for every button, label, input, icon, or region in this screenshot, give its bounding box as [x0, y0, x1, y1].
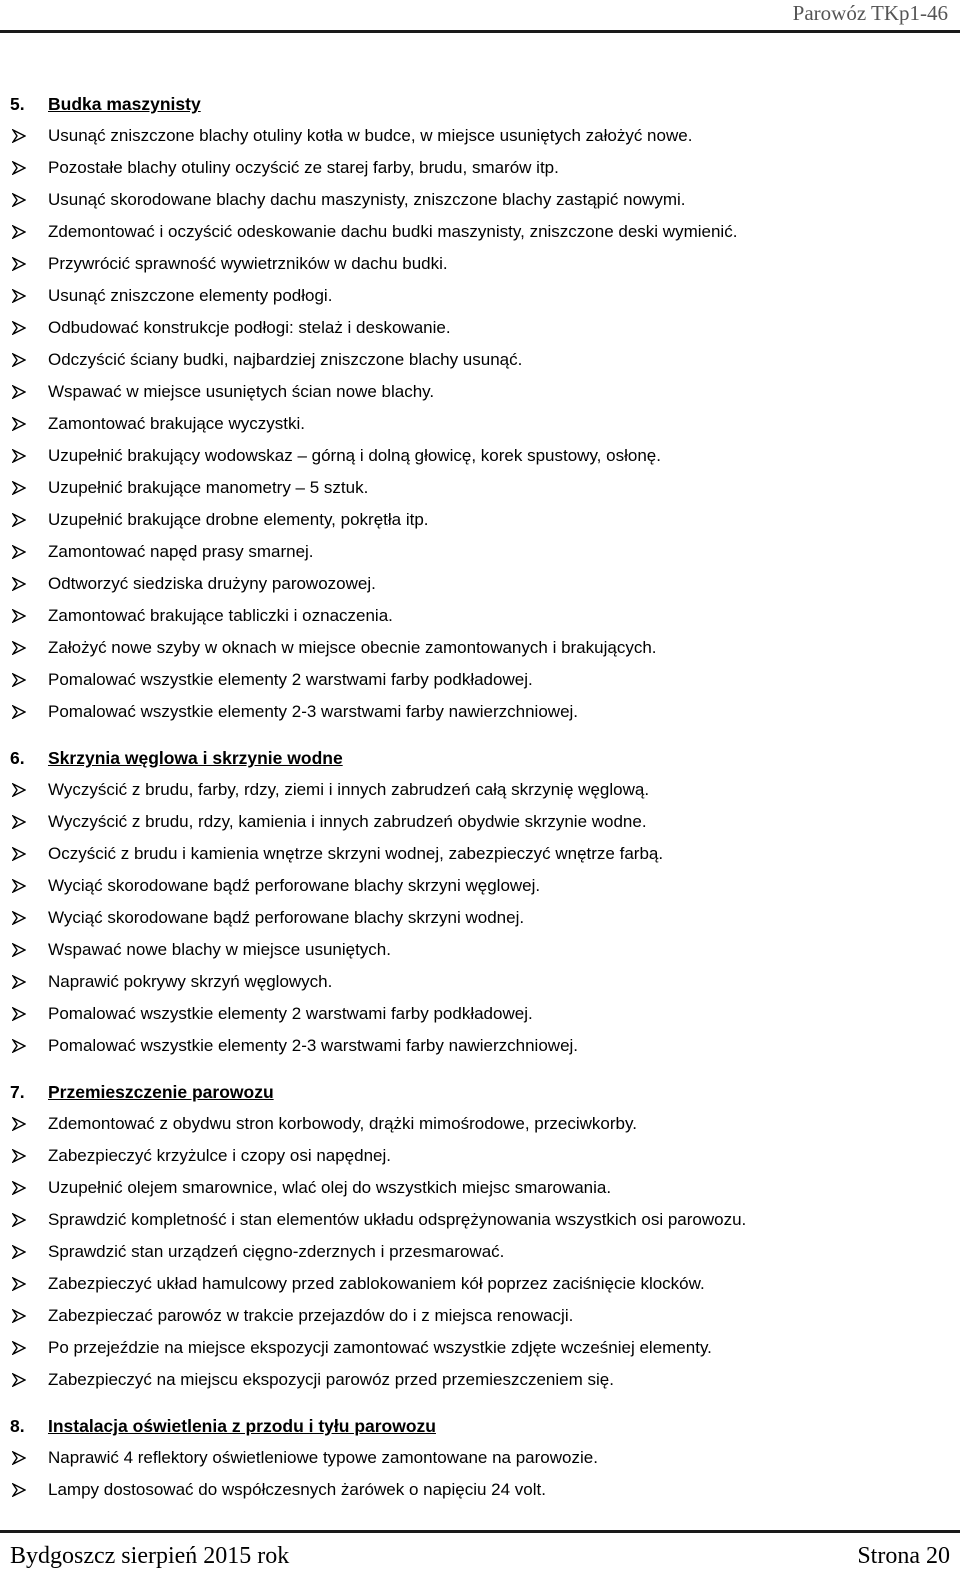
arrowhead-bullet-icon [10, 641, 48, 655]
arrowhead-bullet-icon [10, 783, 48, 797]
list-item-text: Zamontować brakujące tabliczki i oznaczenia. [48, 606, 393, 625]
list-item [10, 696, 950, 728]
list-item [10, 1300, 950, 1332]
section-heading [10, 1410, 950, 1442]
footer-rule [0, 1530, 960, 1533]
list-item [10, 1030, 950, 1062]
document-body [10, 88, 950, 1520]
list-item-text: Wyczyścić z brudu, farby, rdzy, ziemi i innych zabrudzeń całą skrzynię węglową. [48, 780, 650, 799]
arrowhead-bullet-icon [10, 353, 48, 367]
list-item [10, 774, 950, 806]
list-item [10, 312, 950, 344]
arrowhead-bullet-icon [10, 1373, 48, 1387]
list-item [10, 472, 950, 504]
arrowhead-bullet-icon [10, 1245, 48, 1259]
arrowhead-bullet-icon [10, 449, 48, 463]
list-item-text: Uzupełnić brakujące drobne elementy, pokrętła itp. [48, 510, 429, 529]
list-item-text: Usunąć zniszczone blachy otuliny kotła w budce, w miejsce usuniętych założyć nowe. [48, 126, 693, 145]
arrowhead-bullet-icon [10, 1309, 48, 1323]
arrowhead-bullet-icon [10, 911, 48, 925]
list-item [10, 1172, 950, 1204]
section-number: 7. [10, 1082, 25, 1102]
arrowhead-bullet-icon [10, 1483, 48, 1497]
arrowhead-bullet-icon [10, 1451, 48, 1465]
arrowhead-bullet-icon [10, 815, 48, 829]
list-item [10, 870, 950, 902]
bullet-list [10, 1442, 950, 1506]
list-item [10, 966, 950, 998]
list-item-text: Wspawać nowe blachy w miejsce usuniętych. [48, 940, 391, 959]
section [10, 742, 950, 1062]
list-item-text: Oczyścić z brudu i kamienia wnętrze skrzyni wodnej, zabezpieczyć wnętrze farbą. [48, 844, 664, 863]
list-item [10, 216, 950, 248]
list-item-text: Odbudować konstrukcje podłogi: stelaż i deskowanie. [48, 318, 451, 337]
list-item-text: Uzupełnić olejem smarownice, wlać olej do wszystkich miejsc smarowania. [48, 1178, 612, 1197]
arrowhead-bullet-icon [10, 161, 48, 175]
arrowhead-bullet-icon [10, 673, 48, 687]
list-item [10, 1332, 950, 1364]
list-item [10, 1364, 950, 1396]
arrowhead-bullet-icon [10, 513, 48, 527]
arrowhead-bullet-icon [10, 609, 48, 623]
list-item-text: Uzupełnić brakujące manometry – 5 sztuk. [48, 478, 369, 497]
list-item-text: Lampy dostosować do współczesnych żarówek o napięciu 24 volt. [48, 1480, 546, 1499]
bullet-list [10, 120, 950, 728]
arrowhead-bullet-icon [10, 1149, 48, 1163]
list-item-text: Zamontować napęd prasy smarnej. [48, 542, 314, 561]
list-item-text: Wyciąć skorodowane bądź perforowane blachy skrzyni węglowej. [48, 876, 541, 895]
footer-location-date: Bydgoszcz sierpień 2015 rok [10, 1542, 290, 1569]
arrowhead-bullet-icon [10, 1277, 48, 1291]
list-item-text: Naprawić 4 reflektory oświetleniowe typowe zamontowane na parowozie. [48, 1448, 598, 1467]
list-item [10, 152, 950, 184]
section-title: Instalacja oświetlenia z przodu i tyłu parowozu [48, 1416, 436, 1436]
arrowhead-bullet-icon [10, 1039, 48, 1053]
list-item-text: Wyciąć skorodowane bądź perforowane blachy skrzyni wodnej. [48, 908, 525, 927]
list-item [10, 600, 950, 632]
list-item-text: Odtworzyć siedziska drużyny parowozowej. [48, 574, 376, 593]
arrowhead-bullet-icon [10, 1213, 48, 1227]
footer-page-number: Strona 20 [857, 1542, 950, 1569]
list-item-text: Pomalować wszystkie elementy 2 warstwami farby podkładowej. [48, 670, 533, 689]
arrowhead-bullet-icon [10, 705, 48, 719]
document-title: Parowóz TKp1-46 [792, 1, 948, 25]
header-rule [0, 30, 960, 33]
list-item [10, 1204, 950, 1236]
section-title: Przemieszczenie parowozu [48, 1082, 274, 1102]
list-item [10, 632, 950, 664]
arrowhead-bullet-icon [10, 129, 48, 143]
arrowhead-bullet-icon [10, 943, 48, 957]
list-item-text: Zdemontować z obydwu stron korbowody, drążki mimośrodowe, przeciwkorby. [48, 1114, 637, 1133]
list-item-text: Naprawić pokrywy skrzyń węglowych. [48, 972, 333, 991]
list-item [10, 120, 950, 152]
list-item [10, 440, 950, 472]
list-item [10, 248, 950, 280]
list-item-text: Sprawdzić stan urządzeń cięgno-zderznych i przesmarować. [48, 1242, 505, 1261]
list-item [10, 1140, 950, 1172]
list-item [10, 1268, 950, 1300]
section-number: 8. [10, 1416, 25, 1436]
list-item-text: Zamontować brakujące wyczystki. [48, 414, 305, 433]
list-item-text: Uzupełnić brakujący wodowskaz – górną i dolną głowicę, korek spustowy, osłonę. [48, 446, 661, 465]
list-item-text: Zabezpieczyć krzyżulce i czopy osi napędnej. [48, 1146, 391, 1165]
section-number: 5. [10, 94, 25, 114]
list-item [10, 1108, 950, 1140]
list-item [10, 536, 950, 568]
list-item [10, 184, 950, 216]
list-item [10, 280, 950, 312]
list-item [10, 408, 950, 440]
list-item-text: Wspawać w miejsce usuniętych ścian nowe blachy. [48, 382, 435, 401]
list-item [10, 1442, 950, 1474]
list-item [10, 664, 950, 696]
list-item-text: Pomalować wszystkie elementy 2-3 warstwami farby nawierzchniowej. [48, 702, 579, 721]
arrowhead-bullet-icon [10, 545, 48, 559]
arrowhead-bullet-icon [10, 225, 48, 239]
arrowhead-bullet-icon [10, 385, 48, 399]
arrowhead-bullet-icon [10, 289, 48, 303]
list-item-text: Zabezpieczać parowóz w trakcie przejazdów do i z miejsca renowacji. [48, 1306, 574, 1325]
section-heading [10, 88, 950, 120]
list-item-text: Zabezpieczyć układ hamulcowy przed zablokowaniem kół poprzez zaciśnięcie klocków. [48, 1274, 705, 1293]
section [10, 1410, 950, 1506]
list-item-text: Usunąć skorodowane blachy dachu maszynisty, zniszczone blachy zastąpić nowymi. [48, 190, 686, 209]
list-item-text: Usunąć zniszczone elementy podłogi. [48, 286, 333, 305]
arrowhead-bullet-icon [10, 321, 48, 335]
page-header [793, 0, 948, 34]
list-item-text: Pomalować wszystkie elementy 2-3 warstwami farby nawierzchniowej. [48, 1036, 579, 1055]
arrowhead-bullet-icon [10, 1007, 48, 1021]
section-title: Budka maszynisty [48, 94, 201, 114]
list-item [10, 1236, 950, 1268]
list-item-text: Zdemontować i oczyścić odeskowanie dachu budki maszynisty, zniszczone deski wymienić. [48, 222, 738, 241]
list-item [10, 376, 950, 408]
list-item [10, 1474, 950, 1506]
list-item-text: Zabezpieczyć na miejscu ekspozycji parowóz przed przemieszczeniem się. [48, 1370, 614, 1389]
list-item [10, 504, 950, 536]
arrowhead-bullet-icon [10, 257, 48, 271]
list-item-text: Wyczyścić z brudu, rdzy, kamienia i innych zabrudzeń obydwie skrzynie wodne. [48, 812, 647, 831]
arrowhead-bullet-icon [10, 879, 48, 893]
arrowhead-bullet-icon [10, 193, 48, 207]
list-item [10, 344, 950, 376]
arrowhead-bullet-icon [10, 577, 48, 591]
arrowhead-bullet-icon [10, 481, 48, 495]
section [10, 1076, 950, 1396]
section [10, 88, 950, 728]
list-item-text: Pozostałe blachy otuliny oczyścić ze starej farby, brudu, smarów itp. [48, 158, 559, 177]
section-heading [10, 1076, 950, 1108]
section-title: Skrzynia węglowa i skrzynie wodne [48, 748, 343, 768]
section-number: 6. [10, 748, 25, 768]
list-item [10, 568, 950, 600]
list-item-text: Sprawdzić kompletność i stan elementów układu odsprężynowania wszystkich osi parowozu. [48, 1210, 747, 1229]
list-item-text: Odczyścić ściany budki, najbardziej zniszczone blachy usunąć. [48, 350, 523, 369]
list-item-text: Przywrócić sprawność wywietrzników w dachu budki. [48, 254, 448, 273]
arrowhead-bullet-icon [10, 417, 48, 431]
page-footer [10, 1536, 950, 1576]
list-item-text: Po przejeździe na miejsce ekspozycji zamontować wszystkie zdjęte wcześniej elementy. [48, 1338, 712, 1357]
list-item [10, 998, 950, 1030]
bullet-list [10, 774, 950, 1062]
arrowhead-bullet-icon [10, 1117, 48, 1131]
list-item [10, 934, 950, 966]
section-heading [10, 742, 950, 774]
list-item-text: Założyć nowe szyby w oknach w miejsce obecnie zamontowanych i brakujących. [48, 638, 657, 657]
arrowhead-bullet-icon [10, 847, 48, 861]
list-item [10, 902, 950, 934]
list-item-text: Pomalować wszystkie elementy 2 warstwami farby podkładowej. [48, 1004, 533, 1023]
arrowhead-bullet-icon [10, 1181, 48, 1195]
list-item [10, 838, 950, 870]
bullet-list [10, 1108, 950, 1396]
arrowhead-bullet-icon [10, 1341, 48, 1355]
list-item [10, 806, 950, 838]
arrowhead-bullet-icon [10, 975, 48, 989]
